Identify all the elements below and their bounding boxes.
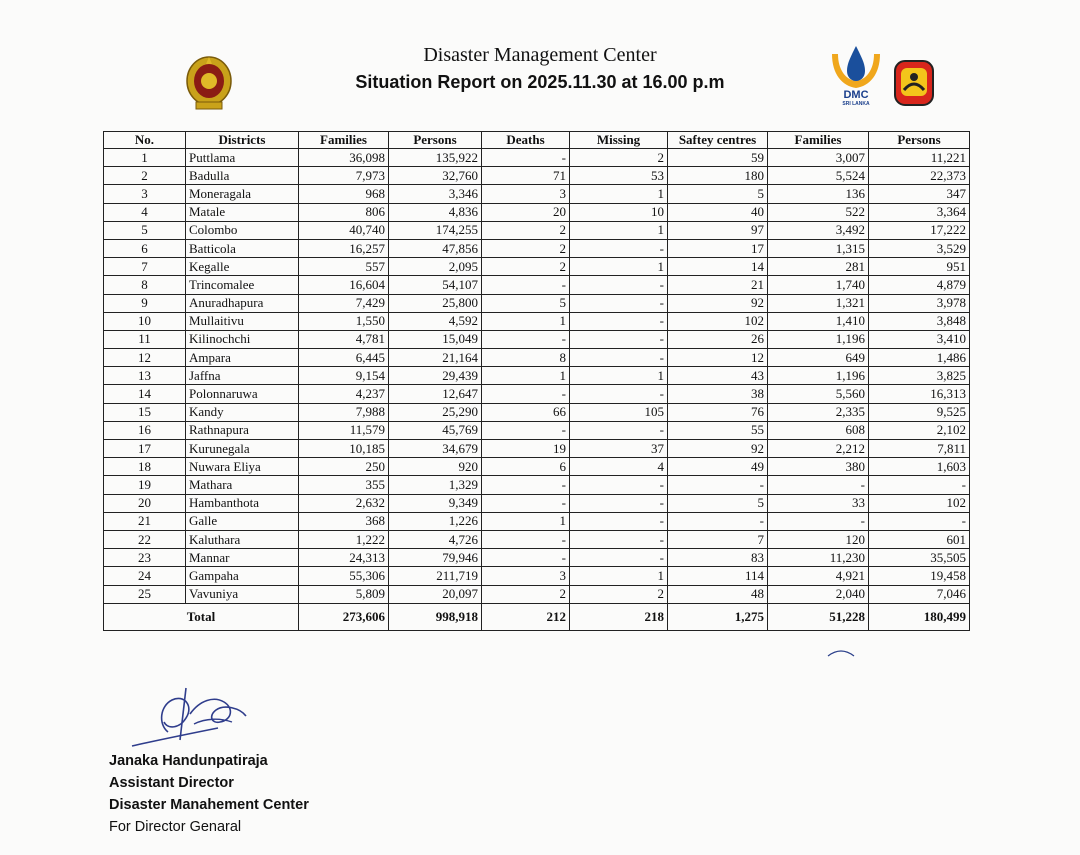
table-cell: 1,196 — [768, 367, 869, 385]
table-cell: 20,097 — [389, 585, 482, 603]
table-cell: 105 — [570, 403, 668, 421]
table-cell: 102 — [668, 312, 768, 330]
page-title: Disaster Management Center — [423, 44, 657, 66]
table-cell: 76 — [668, 403, 768, 421]
table-row — [104, 440, 970, 458]
table-cell: 920 — [389, 458, 482, 476]
table-cell: 250 — [299, 458, 389, 476]
table-cell: 12,647 — [389, 385, 482, 403]
row-number: 10 — [104, 312, 186, 330]
total-label: Total — [104, 603, 299, 630]
row-number: 8 — [104, 276, 186, 294]
table-cell: 3 — [482, 567, 570, 585]
table-cell: 4,237 — [299, 385, 389, 403]
table-cell: 40 — [668, 203, 768, 221]
table-cell: 1,329 — [389, 476, 482, 494]
table-cell: 3,529 — [869, 239, 970, 257]
table-cell: 7,811 — [869, 440, 970, 458]
district-name: Vavuniya — [186, 585, 299, 603]
table-cell: 951 — [869, 258, 970, 276]
table-cell: 16,604 — [299, 276, 389, 294]
table-cell: 6,445 — [299, 349, 389, 367]
table-row — [104, 294, 970, 312]
signatory-title: Assistant Director — [109, 775, 234, 791]
table-cell: 5,524 — [768, 167, 869, 185]
table-cell: 2,335 — [768, 403, 869, 421]
report-subtitle: Situation Report on 2025.11.30 at 16.00 p.m — [355, 72, 725, 92]
table-cell: 22,373 — [869, 167, 970, 185]
table-cell: 1,321 — [768, 294, 869, 312]
row-number: 15 — [104, 403, 186, 421]
table-cell: 32,760 — [389, 167, 482, 185]
table-cell: 11,221 — [869, 149, 970, 167]
table-cell: 102 — [869, 494, 970, 512]
table-cell: 9,349 — [389, 494, 482, 512]
total-cell: 998,918 — [389, 603, 482, 630]
table-cell: 35,505 — [869, 549, 970, 567]
table-cell: 12 — [668, 349, 768, 367]
table-cell: 92 — [668, 440, 768, 458]
table-row — [104, 330, 970, 348]
table-row — [104, 421, 970, 439]
table-cell: 7,973 — [299, 167, 389, 185]
table-cell: 2 — [570, 149, 668, 167]
table-cell: 6 — [482, 458, 570, 476]
district-name: Polonnaruwa — [186, 385, 299, 403]
dmc-logo-icon — [828, 40, 884, 106]
table-cell: 2,040 — [768, 585, 869, 603]
table-cell: 557 — [299, 258, 389, 276]
table-cell: 4,726 — [389, 530, 482, 548]
row-number: 1 — [104, 149, 186, 167]
signatory-org: Disaster Manahement Center — [109, 797, 309, 813]
district-name: Rathnapura — [186, 421, 299, 439]
table-cell: 4,781 — [299, 330, 389, 348]
table-row — [104, 367, 970, 385]
district-name: Mannar — [186, 549, 299, 567]
table-cell: - — [482, 494, 570, 512]
table-cell: 135,922 — [389, 149, 482, 167]
row-number: 21 — [104, 512, 186, 530]
table-cell: - — [668, 476, 768, 494]
table-cell: - — [570, 549, 668, 567]
table-cell: 5 — [668, 185, 768, 203]
table-row — [104, 276, 970, 294]
table-cell: 11,579 — [299, 421, 389, 439]
table-cell: 2,095 — [389, 258, 482, 276]
table-cell: 55 — [668, 421, 768, 439]
table-row — [104, 585, 970, 603]
table-cell: 59 — [668, 149, 768, 167]
district-name: Jaffna — [186, 367, 299, 385]
district-name: Trincomalee — [186, 276, 299, 294]
table-cell: 4,836 — [389, 203, 482, 221]
column-header: Districts — [186, 132, 299, 149]
table-row — [104, 203, 970, 221]
table-cell: 1 — [570, 258, 668, 276]
table-cell: 38 — [668, 385, 768, 403]
table-row — [104, 149, 970, 167]
table-cell: 25,290 — [389, 403, 482, 421]
table-cell: 2,632 — [299, 494, 389, 512]
district-name: Puttlama — [186, 149, 299, 167]
table-row — [104, 530, 970, 548]
table-cell: 7,988 — [299, 403, 389, 421]
table-cell: 5 — [482, 294, 570, 312]
table-cell: - — [570, 385, 668, 403]
table-cell: 180 — [668, 167, 768, 185]
table-cell: - — [570, 349, 668, 367]
table-cell: - — [482, 149, 570, 167]
table-cell: 92 — [668, 294, 768, 312]
column-header: Persons — [389, 132, 482, 149]
table-cell: 33 — [768, 494, 869, 512]
table-cell: 49 — [668, 458, 768, 476]
table-cell: - — [482, 330, 570, 348]
table-cell: 97 — [668, 221, 768, 239]
table-cell: - — [869, 476, 970, 494]
table-cell: 14 — [668, 258, 768, 276]
table-cell: - — [482, 476, 570, 494]
district-name: Kilinochchi — [186, 330, 299, 348]
table-cell: 114 — [668, 567, 768, 585]
table-cell: - — [768, 512, 869, 530]
table-cell: 83 — [668, 549, 768, 567]
table-cell: 1 — [482, 367, 570, 385]
table-cell: 1,315 — [768, 239, 869, 257]
table-cell: 21 — [668, 276, 768, 294]
table-cell: 1,410 — [768, 312, 869, 330]
table-cell: - — [482, 385, 570, 403]
row-number: 18 — [104, 458, 186, 476]
table-cell: 47,856 — [389, 239, 482, 257]
table-cell: 1,740 — [768, 276, 869, 294]
table-cell: 211,719 — [389, 567, 482, 585]
row-number: 13 — [104, 367, 186, 385]
table-cell: 7,046 — [869, 585, 970, 603]
row-number: 25 — [104, 585, 186, 603]
table-cell: 10,185 — [299, 440, 389, 458]
table-cell: 281 — [768, 258, 869, 276]
table-cell: 968 — [299, 185, 389, 203]
table-row — [104, 476, 970, 494]
signatory-name: Janaka Handunpatiraja — [109, 753, 268, 769]
table-cell: - — [482, 549, 570, 567]
table-cell: 19 — [482, 440, 570, 458]
table-row — [104, 494, 970, 512]
table-cell: 3,364 — [869, 203, 970, 221]
table-cell: 1 — [482, 312, 570, 330]
table-cell: - — [570, 421, 668, 439]
table-cell: 15,049 — [389, 330, 482, 348]
signature-block — [109, 750, 309, 838]
table-cell: 7,429 — [299, 294, 389, 312]
table-cell: 608 — [768, 421, 869, 439]
row-number: 17 — [104, 440, 186, 458]
table-cell: 380 — [768, 458, 869, 476]
column-header: Saftey centres — [668, 132, 768, 149]
column-header: Missing — [570, 132, 668, 149]
row-number: 9 — [104, 294, 186, 312]
district-name: Kurunegala — [186, 440, 299, 458]
stamp-mark-icon — [826, 648, 856, 658]
table-cell: 21,164 — [389, 349, 482, 367]
row-number: 24 — [104, 567, 186, 585]
table-cell: 1 — [570, 567, 668, 585]
row-number: 7 — [104, 258, 186, 276]
table-row — [104, 312, 970, 330]
table-cell: 48 — [668, 585, 768, 603]
table-cell: - — [482, 530, 570, 548]
district-name: Badulla — [186, 167, 299, 185]
column-header: Persons — [869, 132, 970, 149]
table-cell: - — [570, 330, 668, 348]
table-row — [104, 385, 970, 403]
sri-lanka-emblem-icon — [184, 54, 234, 112]
table-cell: 54,107 — [389, 276, 482, 294]
row-number: 22 — [104, 530, 186, 548]
column-header: No. — [104, 132, 186, 149]
table-cell: 2,102 — [869, 421, 970, 439]
table-cell: 79,946 — [389, 549, 482, 567]
table-row — [104, 221, 970, 239]
row-number: 12 — [104, 349, 186, 367]
total-cell: 180,499 — [869, 603, 970, 630]
table-cell: 1 — [482, 512, 570, 530]
table-header-row — [104, 132, 970, 149]
total-cell: 51,228 — [768, 603, 869, 630]
table-cell: 1,226 — [389, 512, 482, 530]
table-cell: 10 — [570, 203, 668, 221]
table-cell: 3,007 — [768, 149, 869, 167]
table-cell: 3,492 — [768, 221, 869, 239]
dmc-logo-text: DMC — [843, 89, 869, 101]
table-cell: - — [869, 512, 970, 530]
table-cell: 40,740 — [299, 221, 389, 239]
table-cell: 649 — [768, 349, 869, 367]
table-cell: 601 — [869, 530, 970, 548]
table-cell: 20 — [482, 203, 570, 221]
table-cell: 2 — [482, 585, 570, 603]
table-cell: 120 — [768, 530, 869, 548]
table-cell: 4,879 — [869, 276, 970, 294]
district-name: Kandy — [186, 403, 299, 421]
table-row — [104, 185, 970, 203]
district-name: Gampaha — [186, 567, 299, 585]
table-cell: 25,800 — [389, 294, 482, 312]
district-name: Anuradhapura — [186, 294, 299, 312]
district-name: Kegalle — [186, 258, 299, 276]
district-name: Hambanthota — [186, 494, 299, 512]
table-cell: 3,825 — [869, 367, 970, 385]
row-number: 20 — [104, 494, 186, 512]
column-header: Families — [299, 132, 389, 149]
row-number: 2 — [104, 167, 186, 185]
table-cell: 7 — [668, 530, 768, 548]
table-cell: 55,306 — [299, 567, 389, 585]
table-cell: - — [570, 276, 668, 294]
table-cell: 1,550 — [299, 312, 389, 330]
row-number: 19 — [104, 476, 186, 494]
table-cell: 174,255 — [389, 221, 482, 239]
row-number: 11 — [104, 330, 186, 348]
column-header: Deaths — [482, 132, 570, 149]
table-cell: 66 — [482, 403, 570, 421]
table-row — [104, 167, 970, 185]
table-cell: 806 — [299, 203, 389, 221]
table-cell: 24,313 — [299, 549, 389, 567]
table-cell: 17 — [668, 239, 768, 257]
table-cell: 4,921 — [768, 567, 869, 585]
table-cell: 17,222 — [869, 221, 970, 239]
table-cell: 16,257 — [299, 239, 389, 257]
table-row — [104, 239, 970, 257]
district-name: Galle — [186, 512, 299, 530]
table-cell: 16,313 — [869, 385, 970, 403]
district-name: Ampara — [186, 349, 299, 367]
table-cell: - — [570, 530, 668, 548]
table-cell: - — [570, 512, 668, 530]
row-number: 6 — [104, 239, 186, 257]
district-name: Colombo — [186, 221, 299, 239]
table-cell: 8 — [482, 349, 570, 367]
table-cell: 71 — [482, 167, 570, 185]
table-row — [104, 567, 970, 585]
table-cell: - — [570, 312, 668, 330]
district-name: Mullaitivu — [186, 312, 299, 330]
column-header: Families — [768, 132, 869, 149]
table-cell: - — [668, 512, 768, 530]
row-number: 5 — [104, 221, 186, 239]
table-row — [104, 458, 970, 476]
table-cell: 2 — [482, 239, 570, 257]
situation-table — [103, 131, 970, 631]
table-cell: 2 — [482, 258, 570, 276]
table-cell: - — [570, 239, 668, 257]
table-cell: 3 — [482, 185, 570, 203]
table-cell: - — [482, 421, 570, 439]
table-cell: 2 — [482, 221, 570, 239]
table-body — [104, 149, 970, 604]
table-cell: 5,560 — [768, 385, 869, 403]
table-cell: 368 — [299, 512, 389, 530]
dmc-logo-subtext: SRI LANKA — [842, 101, 870, 106]
table-cell: 5,809 — [299, 585, 389, 603]
table-cell: 37 — [570, 440, 668, 458]
row-number: 3 — [104, 185, 186, 203]
table-cell: - — [482, 276, 570, 294]
table-cell: - — [768, 476, 869, 494]
table-cell: 1,196 — [768, 330, 869, 348]
total-cell: 212 — [482, 603, 570, 630]
table-cell: 355 — [299, 476, 389, 494]
row-number: 23 — [104, 549, 186, 567]
table-cell: 11,230 — [768, 549, 869, 567]
table-cell: 4 — [570, 458, 668, 476]
table-cell: 136 — [768, 185, 869, 203]
total-cell: 218 — [570, 603, 668, 630]
table-cell: 36,098 — [299, 149, 389, 167]
district-name: Batticola — [186, 239, 299, 257]
handwritten-signature-icon — [128, 684, 253, 752]
table-cell: - — [570, 476, 668, 494]
table-cell: 1,603 — [869, 458, 970, 476]
table-cell: 3,978 — [869, 294, 970, 312]
seal-icon — [894, 60, 934, 106]
row-number: 4 — [104, 203, 186, 221]
total-cell: 273,606 — [299, 603, 389, 630]
table-cell: 1 — [570, 221, 668, 239]
table-cell: 4,592 — [389, 312, 482, 330]
table-total-row — [104, 603, 970, 630]
table-cell: 2,212 — [768, 440, 869, 458]
table-cell: 3,410 — [869, 330, 970, 348]
table-cell: 347 — [869, 185, 970, 203]
table-cell: 522 — [768, 203, 869, 221]
table-cell: - — [570, 294, 668, 312]
district-name: Moneragala — [186, 185, 299, 203]
table-cell: 9,525 — [869, 403, 970, 421]
table-cell: 5 — [668, 494, 768, 512]
table-cell: 9,154 — [299, 367, 389, 385]
table-row — [104, 549, 970, 567]
district-name: Mathara — [186, 476, 299, 494]
table-row — [104, 403, 970, 421]
table-cell: 3,346 — [389, 185, 482, 203]
table-cell: 43 — [668, 367, 768, 385]
table-cell: 1,222 — [299, 530, 389, 548]
table-row — [104, 349, 970, 367]
table-row — [104, 258, 970, 276]
table-cell: 45,769 — [389, 421, 482, 439]
table-cell: - — [570, 494, 668, 512]
table-cell: 53 — [570, 167, 668, 185]
row-number: 14 — [104, 385, 186, 403]
district-name: Matale — [186, 203, 299, 221]
table-cell: 29,439 — [389, 367, 482, 385]
row-number: 16 — [104, 421, 186, 439]
district-name: Nuwara Eliya — [186, 458, 299, 476]
district-name: Kaluthara — [186, 530, 299, 548]
table-cell: 26 — [668, 330, 768, 348]
table-cell: 34,679 — [389, 440, 482, 458]
table-cell: 1 — [570, 185, 668, 203]
table-row — [104, 512, 970, 530]
table-cell: 3,848 — [869, 312, 970, 330]
signatory-for-line: For Director Genaral — [109, 819, 242, 835]
total-cell: 1,275 — [668, 603, 768, 630]
table-cell: 2 — [570, 585, 668, 603]
table-cell: 19,458 — [869, 567, 970, 585]
table-cell: 1 — [570, 367, 668, 385]
table-cell: 1,486 — [869, 349, 970, 367]
